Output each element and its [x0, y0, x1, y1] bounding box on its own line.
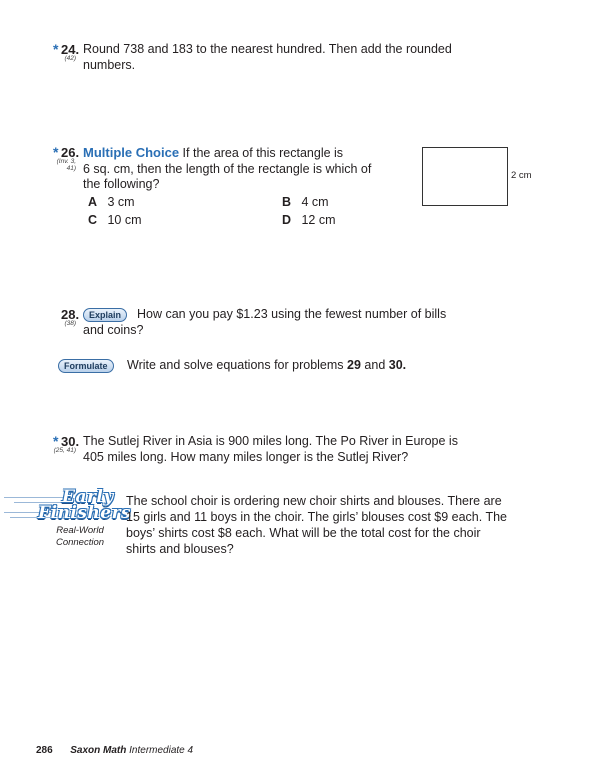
- book-edition: Intermediate 4: [129, 745, 194, 756]
- rectangle-figure: [422, 147, 508, 206]
- real-world-connection-label: [50, 525, 110, 549]
- problem-text: [83, 434, 493, 465]
- problem-30: [50, 434, 490, 470]
- problem-24: [50, 42, 470, 82]
- text-line: [83, 145, 383, 162]
- early-finishers-logo: [4, 487, 132, 524]
- lesson-reference: (25, 41): [53, 447, 76, 454]
- early-finishers-text: [126, 493, 526, 557]
- problem-number: 28.: [61, 307, 80, 322]
- choice-letter: C: [88, 213, 98, 227]
- text-span: How can you pay $1.23 using the fewest number of bills: [137, 307, 447, 321]
- formulate-text: [127, 358, 406, 374]
- text-line: boys’ shirts cost $8 each. What will be the total cost for the choir: [126, 526, 481, 540]
- text-line: Round 738 and 183 to the nearest hundred. Then add the rounded: [83, 42, 452, 56]
- logo-streak: [4, 497, 64, 498]
- choice-d: [282, 211, 336, 229]
- choice-c: [88, 211, 142, 229]
- choice-value: 3 cm: [107, 195, 135, 209]
- ref-line: (Inv. 3,: [56, 158, 76, 165]
- logo-word-early: Early: [62, 487, 114, 507]
- text-line: The school choir is ordering new choir shirts and blouses. There are: [126, 494, 502, 508]
- text-span: If the area of this rectangle is: [182, 146, 344, 160]
- text-line: the following?: [83, 177, 160, 191]
- problem-number: 24.: [61, 42, 80, 57]
- problem-star: *: [53, 433, 59, 449]
- choice-letter: B: [282, 195, 292, 209]
- choice-value: 10 cm: [107, 213, 142, 227]
- text-line: and coins?: [83, 322, 144, 337]
- choice-value: 4 cm: [301, 195, 329, 209]
- formulate-instruction: [58, 358, 478, 376]
- choice-letter: A: [88, 195, 98, 209]
- problem-text: [83, 42, 483, 73]
- text-line: The Sutlej River in Asia is 900 miles long. The Po River in Europe is: [83, 434, 458, 448]
- formulate-badge: Formulate: [58, 359, 114, 373]
- choice-letter: D: [282, 213, 292, 227]
- choice-a: [88, 193, 135, 211]
- text-line: 15 girls and 11 boys in the choir. The girls’ blouses cost $9 each. The: [126, 510, 508, 524]
- problem-28: [50, 307, 470, 343]
- problem-star: *: [53, 144, 59, 160]
- problem-text: [83, 307, 483, 338]
- lesson-reference: (38): [64, 320, 76, 327]
- page-number: 286: [36, 745, 53, 756]
- lesson-reference: [52, 158, 76, 172]
- text-span: and: [360, 358, 389, 372]
- lesson-reference: (42): [64, 55, 76, 62]
- rectangle-width-label: 2 cm: [511, 170, 532, 181]
- logo-word-finishers: Finishers: [38, 503, 132, 523]
- problem-star: *: [53, 41, 59, 57]
- ref-line: 41): [66, 165, 76, 172]
- problem-number: 30.: [61, 434, 80, 449]
- text-line: [83, 307, 483, 323]
- problem-text: [83, 145, 383, 193]
- multiple-choice-title: Multiple Choice: [83, 145, 180, 160]
- text-line: shirts and blouses?: [126, 542, 234, 556]
- choice-value: 12 cm: [301, 213, 336, 227]
- subtitle-line: Connection: [55, 537, 105, 548]
- text-line: 6 sq. cm, then the length of the rectangle is which of: [83, 161, 372, 176]
- book-title: Saxon Math: [70, 745, 127, 756]
- problem-ref-30: 30.: [388, 358, 407, 372]
- subtitle-line: Real-World: [56, 525, 104, 536]
- text-span: Write and solve equations for problems: [127, 358, 348, 372]
- text-line: numbers.: [83, 57, 136, 72]
- page-footer: [36, 745, 193, 756]
- text-line: 405 miles long. How many miles longer is the Sutlej River?: [83, 449, 409, 464]
- problem-number: 26.: [61, 145, 80, 160]
- explain-badge: Explain: [83, 308, 127, 322]
- problem-ref-29: 29: [347, 358, 361, 372]
- choice-b: [282, 193, 329, 211]
